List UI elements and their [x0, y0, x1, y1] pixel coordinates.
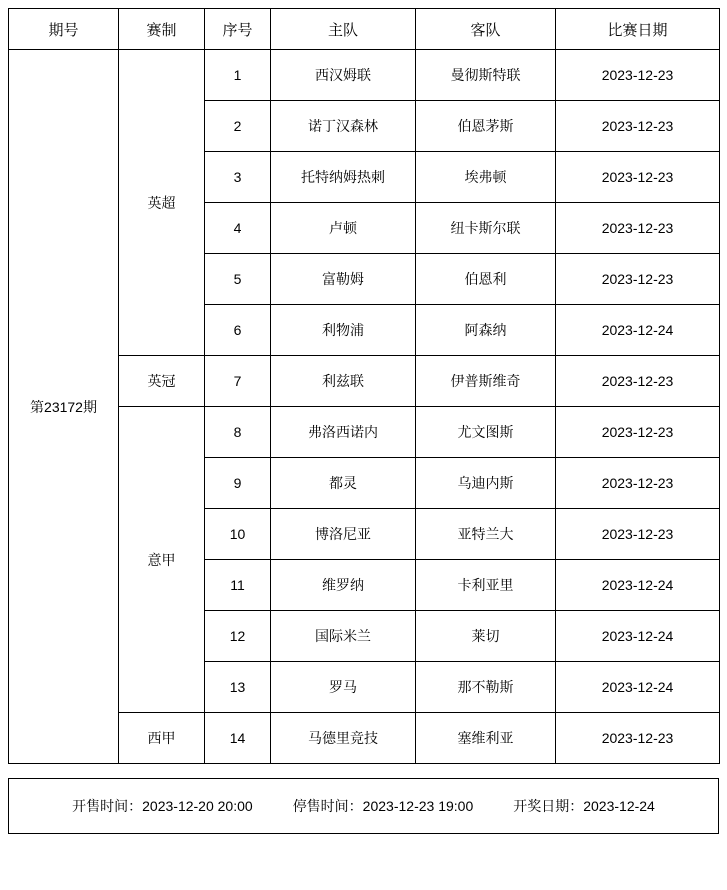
index-cell: 8	[205, 407, 271, 458]
column-header-away-team: 客队	[416, 9, 556, 50]
away-team-cell: 曼彻斯特联	[416, 50, 556, 101]
index-cell: 2	[205, 101, 271, 152]
match-date-cell: 2023-12-23	[556, 356, 720, 407]
table-header-row	[9, 9, 720, 50]
home-team-cell: 弗洛西诺内	[271, 407, 416, 458]
home-team-cell: 富勒姆	[271, 254, 416, 305]
match-date-cell: 2023-12-23	[556, 458, 720, 509]
away-team-cell: 卡利亚里	[416, 560, 556, 611]
away-team-cell: 伯恩茅斯	[416, 101, 556, 152]
sale-start-time: 开售时间：2023-12-20 20:00	[72, 798, 253, 814]
home-team-cell: 利物浦	[271, 305, 416, 356]
table-header	[9, 9, 720, 50]
match-date-cell: 2023-12-24	[556, 611, 720, 662]
index-cell: 3	[205, 152, 271, 203]
match-date-cell: 2023-12-24	[556, 305, 720, 356]
issue-cell: 第23172期	[9, 50, 119, 764]
index-cell: 9	[205, 458, 271, 509]
index-cell: 5	[205, 254, 271, 305]
home-team-cell: 卢顿	[271, 203, 416, 254]
league-cell: 西甲	[119, 713, 205, 764]
away-team-cell: 莱切	[416, 611, 556, 662]
league-cell: 意甲	[119, 407, 205, 713]
index-cell: 6	[205, 305, 271, 356]
home-team-cell: 都灵	[271, 458, 416, 509]
league-cell: 英冠	[119, 356, 205, 407]
column-header-issue: 期号	[9, 9, 119, 50]
index-cell: 7	[205, 356, 271, 407]
draw-date: 开奖日期：2023-12-24	[513, 798, 655, 814]
home-team-cell: 国际米兰	[271, 611, 416, 662]
match-date-cell: 2023-12-23	[556, 101, 720, 152]
match-date-cell: 2023-12-24	[556, 662, 720, 713]
home-team-cell: 利兹联	[271, 356, 416, 407]
away-team-cell: 阿森纳	[416, 305, 556, 356]
index-cell: 4	[205, 203, 271, 254]
match-date-cell: 2023-12-23	[556, 203, 720, 254]
home-team-cell: 罗马	[271, 662, 416, 713]
match-date-cell: 2023-12-23	[556, 509, 720, 560]
match-date-cell: 2023-12-24	[556, 560, 720, 611]
match-date-cell: 2023-12-23	[556, 50, 720, 101]
away-team-cell: 那不勒斯	[416, 662, 556, 713]
home-team-cell: 维罗纳	[271, 560, 416, 611]
index-cell: 13	[205, 662, 271, 713]
index-cell: 10	[205, 509, 271, 560]
index-cell: 1	[205, 50, 271, 101]
table-row	[9, 50, 720, 101]
match-date-cell: 2023-12-23	[556, 152, 720, 203]
away-team-cell: 伯恩利	[416, 254, 556, 305]
home-team-cell: 托特纳姆热刺	[271, 152, 416, 203]
sale-end-time: 停售时间：2023-12-23 19:00	[292, 798, 474, 814]
league-cell: 英超	[119, 50, 205, 356]
away-team-cell: 伊普斯维奇	[416, 356, 556, 407]
sale-info-footer	[8, 778, 719, 834]
table-body	[9, 50, 720, 764]
match-date-cell: 2023-12-23	[556, 407, 720, 458]
away-team-cell: 塞维利亚	[416, 713, 556, 764]
away-team-cell: 乌迪内斯	[416, 458, 556, 509]
match-date-cell: 2023-12-23	[556, 254, 720, 305]
away-team-cell: 纽卡斯尔联	[416, 203, 556, 254]
away-team-cell: 尤文图斯	[416, 407, 556, 458]
index-cell: 11	[205, 560, 271, 611]
home-team-cell: 西汉姆联	[271, 50, 416, 101]
home-team-cell: 马德里竞技	[271, 713, 416, 764]
away-team-cell: 埃弗顿	[416, 152, 556, 203]
column-header-league: 赛制	[119, 9, 205, 50]
match-date-cell: 2023-12-23	[556, 713, 720, 764]
column-header-index: 序号	[205, 9, 271, 50]
home-team-cell: 博洛尼亚	[271, 509, 416, 560]
match-schedule-table	[8, 8, 720, 764]
home-team-cell: 诺丁汉森林	[271, 101, 416, 152]
away-team-cell: 亚特兰大	[416, 509, 556, 560]
column-header-home-team: 主队	[271, 9, 416, 50]
index-cell: 14	[205, 713, 271, 764]
index-cell: 12	[205, 611, 271, 662]
column-header-match-date: 比赛日期	[556, 9, 720, 50]
